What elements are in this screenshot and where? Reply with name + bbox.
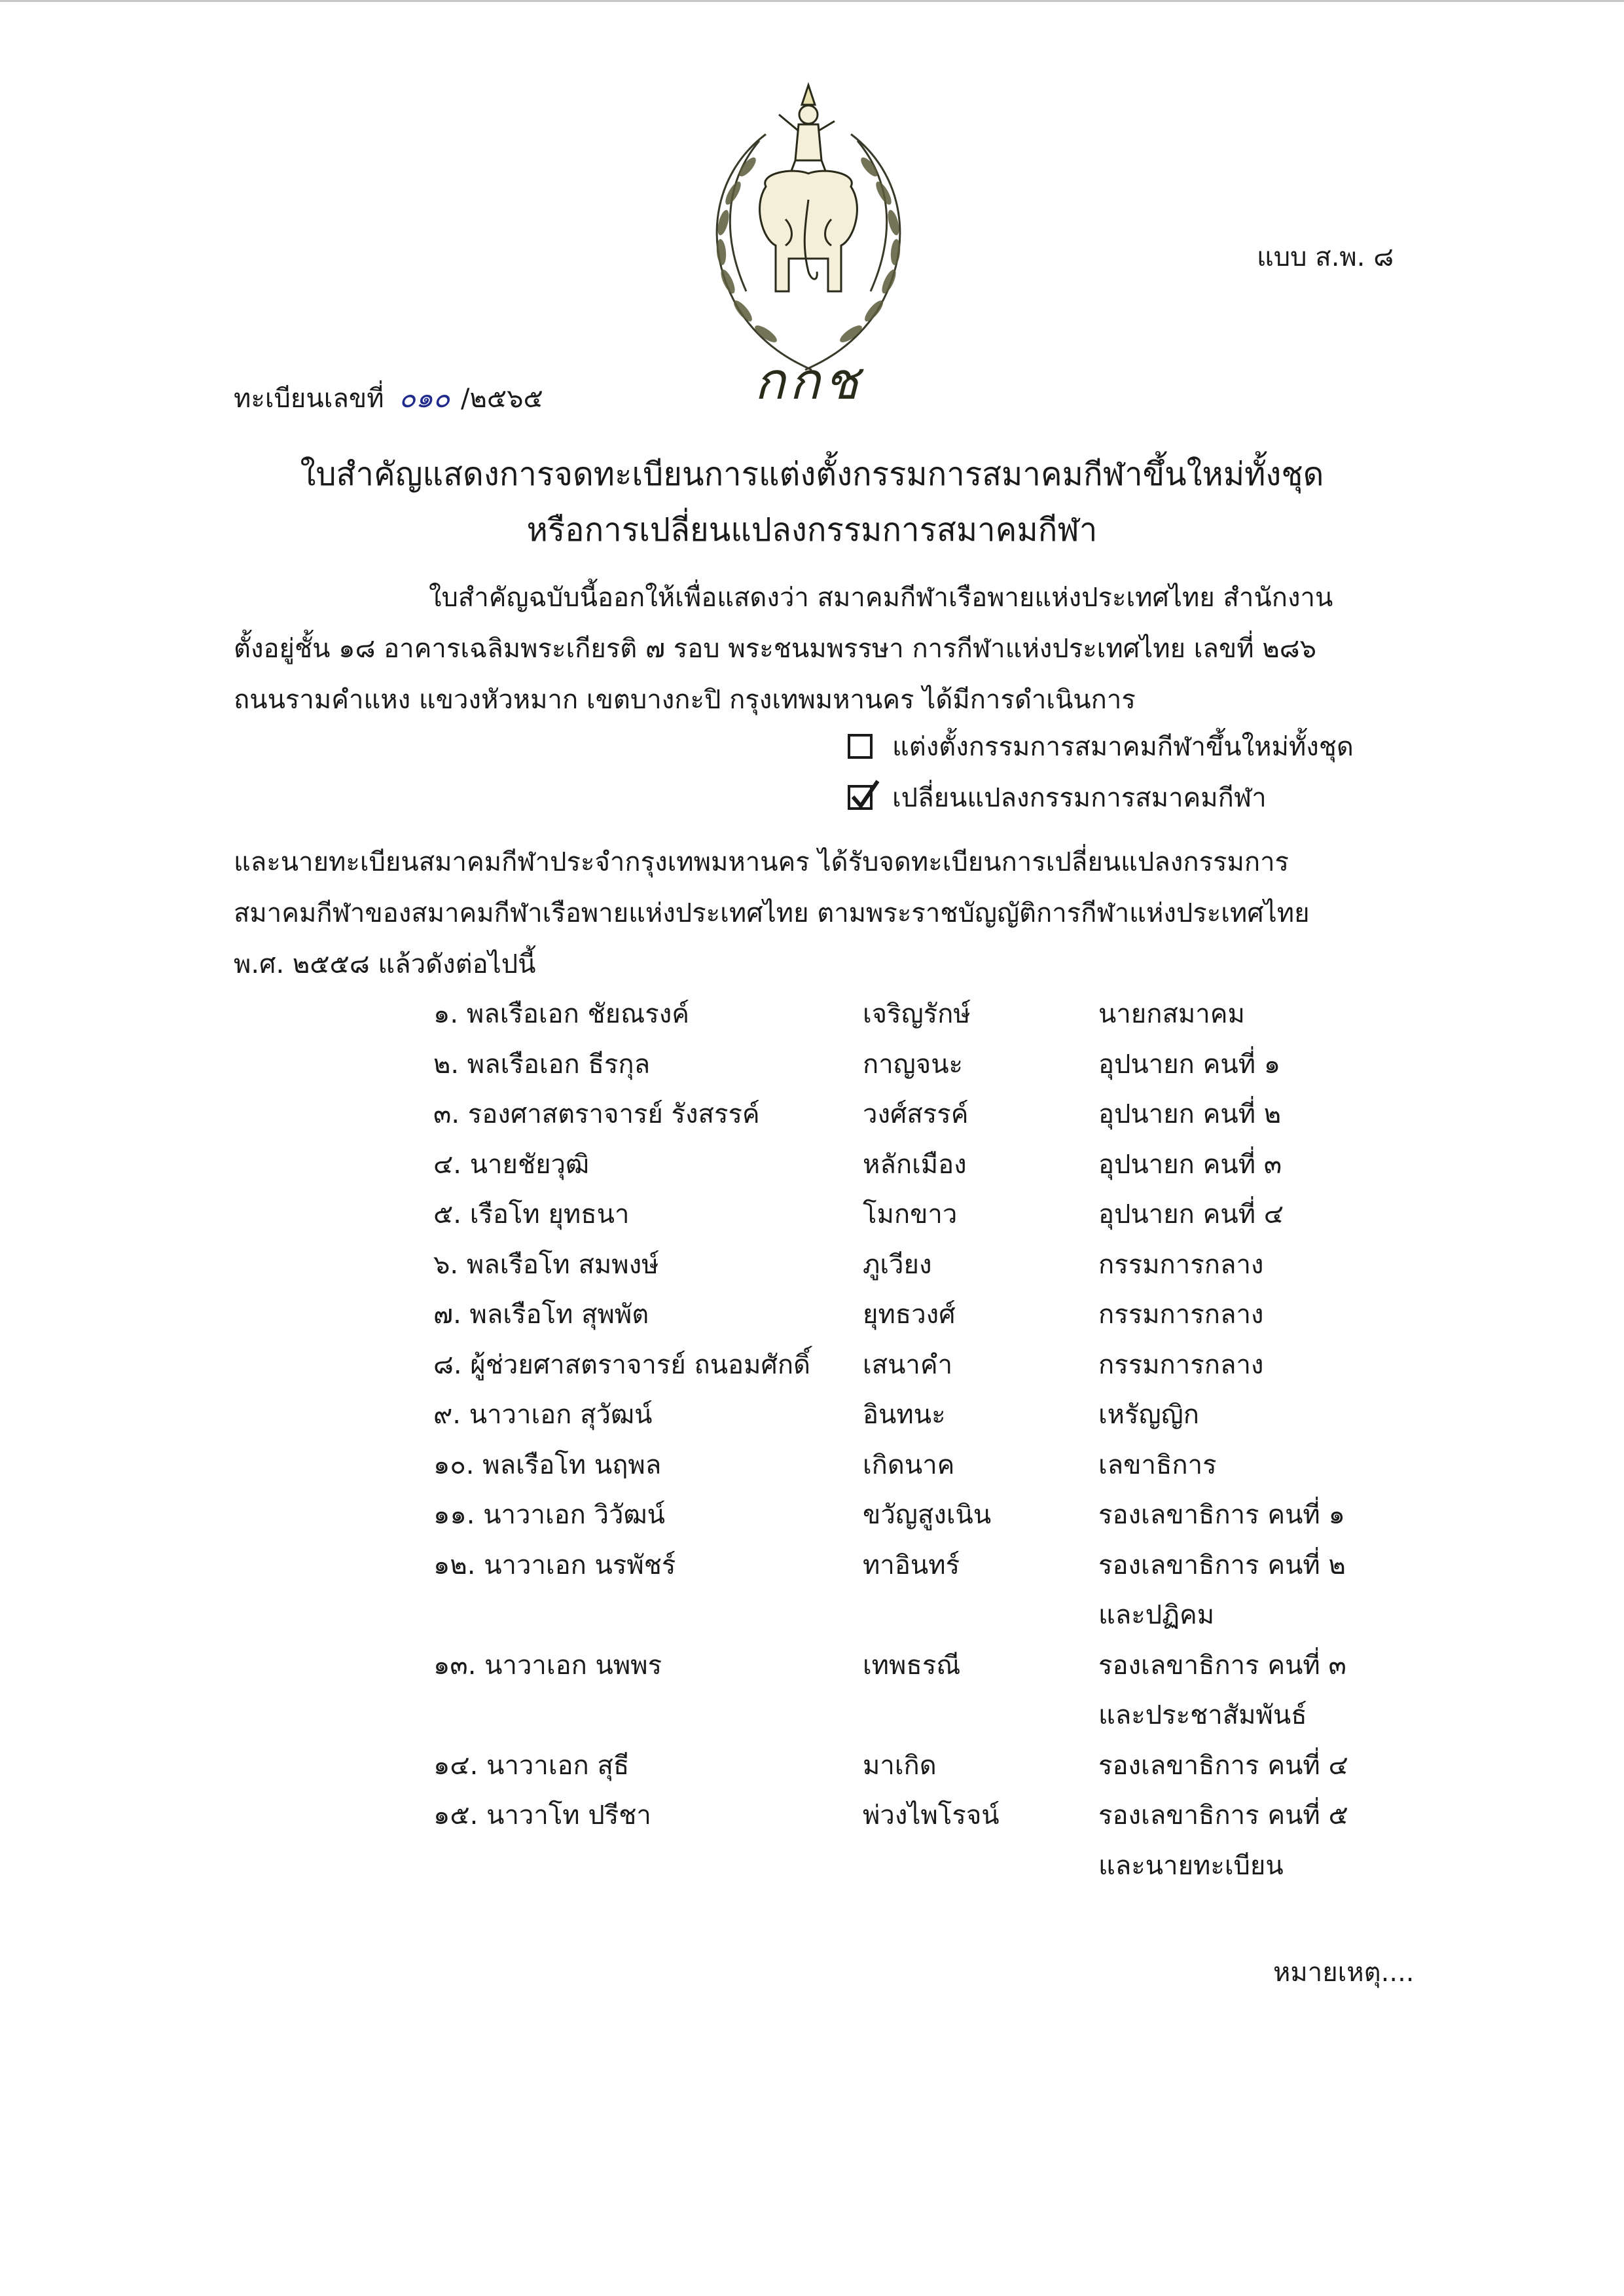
member-row (0, 1493, 1624, 1533)
member-surname: ขวัญสูงเนิน (863, 1500, 992, 1530)
member-surname: ภูเวียง (863, 1250, 932, 1280)
member-position: อุปนายก คนที่ ๔ (1098, 1199, 1284, 1230)
member-row (0, 1794, 1624, 1833)
member-surname: โมกขาว (863, 1199, 958, 1230)
member-position: รองเลขาธิการ คนที่ ๓ (1098, 1650, 1346, 1681)
unchecked-box-icon (848, 734, 873, 759)
member-surname: พ่วงไพโรจน์ (863, 1800, 1000, 1831)
member-surname: มาเกิด (863, 1751, 937, 1781)
member-position: รองเลขาธิการ คนที่ ๑ (1098, 1500, 1345, 1530)
top-border-line (0, 0, 1624, 2)
member-position: กรรมการกลาง (1098, 1350, 1264, 1380)
member-row (0, 1093, 1624, 1132)
member-row (0, 1243, 1624, 1283)
statement-line-3: พ.ศ. ๒๕๕๘ แล้วดังต่อไปนี้ (234, 949, 536, 979)
member-surname: ทาอินทร์ (863, 1550, 960, 1580)
document-title-line-1: ใบสำคัญแสดงการจดทะเบียนการแต่งตั้งกรรมการสมาคมกีฬาขึ้นใหม่ทั้งชุด (300, 456, 1324, 493)
registration-label: ทะเบียนเลขที่ (234, 384, 384, 414)
member-row (0, 1343, 1624, 1383)
member-row (0, 993, 1624, 1032)
member-row (0, 1844, 1624, 1884)
emblem-lettering: กกช (754, 352, 863, 411)
member-name: ๔. นายชัยวุฒิ (433, 1150, 590, 1180)
member-surname: เทพธรณี (863, 1650, 961, 1681)
member-name: ๑๔. นาวาเอก สุธี (433, 1751, 630, 1781)
member-row (0, 1293, 1624, 1332)
member-name: ๑๑. นาวาเอก วิวัฒน์ (433, 1500, 665, 1530)
member-position: รองเลขาธิการ คนที่ ๔ (1098, 1751, 1348, 1781)
member-position: และนายทะเบียน (1098, 1851, 1284, 1881)
member-surname: ยุทธวงศ์ (863, 1300, 956, 1330)
member-row (0, 1043, 1624, 1082)
checked-box-icon (848, 785, 873, 810)
member-name: ๒. พลเรือเอก ธีรกุล (433, 1049, 651, 1080)
statement-line-2: สมาคมกีฬาของสมาคมกีฬาเรือพายแห่งประเทศไทย ตามพระราชบัญญัติการกีฬาแห่งประเทศไทย (234, 898, 1310, 928)
member-position: รองเลขาธิการ คนที่ ๕ (1098, 1800, 1348, 1831)
registration-year: /๒๕๖๕ (460, 384, 543, 414)
form-code: แบบ ส.พ. ๘ (1257, 242, 1394, 272)
member-name: ๑๐. พลเรือโท นฤพล (433, 1450, 662, 1480)
member-row (0, 1694, 1624, 1733)
member-position: และปฏิคม (1098, 1600, 1215, 1630)
member-surname: เกิดนาค (863, 1450, 955, 1480)
document-title-line-2: หรือการเปลี่ยนแปลงกรรมการสมาคมกีฬา (526, 511, 1098, 549)
intro-line-1: ใบสำคัญฉบับนี้ออกให้เพื่อแสดงว่า สมาคมกีฬาเรือพายแห่งประเทศไทย สำนักงาน (429, 583, 1333, 613)
member-position: เหรัญญิก (1098, 1400, 1199, 1430)
member-position: กรรมการกลาง (1098, 1300, 1264, 1330)
sports-authority-emblem (687, 75, 929, 411)
member-position: อุปนายก คนที่ ๑ (1098, 1049, 1281, 1080)
checkmark-icon (849, 778, 880, 812)
option-change-board (848, 776, 1267, 818)
member-name: ๖. พลเรือโท สมพงษ์ (433, 1250, 659, 1280)
member-position: อุปนายก คนที่ ๓ (1098, 1150, 1282, 1180)
member-name: ๗. พลเรือโท สุพพัต (433, 1300, 649, 1330)
member-name: ๓. รองศาสตราจารย์ รังสรรค์ (433, 1099, 760, 1129)
member-row (0, 1544, 1624, 1583)
member-surname: อินทนะ (863, 1400, 946, 1430)
member-position: กรรมการกลาง (1098, 1250, 1264, 1280)
member-row (0, 1193, 1624, 1232)
member-position: รองเลขาธิการ คนที่ ๒ (1098, 1550, 1346, 1580)
member-position: และประชาสัมพันธ์ (1098, 1700, 1307, 1730)
footer-note: หมายเหตุ.... (1273, 1958, 1415, 1988)
member-name: ๑๓. นาวาเอก นพพร (433, 1650, 662, 1681)
member-row (0, 1444, 1624, 1483)
member-row (0, 1393, 1624, 1432)
member-name: ๑. พลเรือเอก ชัยณรงค์ (433, 999, 689, 1029)
member-row (0, 1143, 1624, 1182)
member-surname: กาญจนะ (863, 1049, 964, 1080)
option-label: แต่งตั้งกรรมการสมาคมกีฬาขึ้นใหม่ทั้งชุด (892, 732, 1354, 762)
statement-line-1: และนายทะเบียนสมาคมกีฬาประจำกรุงเทพมหานคร ได้รับจดทะเบียนการเปลี่ยนแปลงกรรมการ (234, 847, 1290, 877)
member-surname: เจริญรักษ์ (863, 999, 971, 1029)
option-label: เปลี่ยนแปลงกรรมการสมาคมกีฬา (892, 783, 1267, 813)
member-position: เลขาธิการ (1098, 1450, 1217, 1480)
member-name: ๑๒. นาวาเอก นรพัชร์ (433, 1550, 676, 1580)
member-row (0, 1644, 1624, 1683)
option-appoint-new-board (848, 725, 1354, 767)
registration-line (234, 376, 543, 420)
member-name: ๑๕. นาวาโท ปรีชา (433, 1800, 651, 1831)
member-row (0, 1744, 1624, 1783)
member-surname: หลักเมือง (863, 1150, 967, 1180)
member-name: ๕. เรือโท ยุทธนา (433, 1199, 630, 1230)
member-name: ๘. ผู้ช่วยศาสตราจารย์ ถนอมศักดิ์ (433, 1350, 811, 1380)
member-name: ๙. นาวาเอก สุวัฒน์ (433, 1400, 653, 1430)
member-surname: เสนาคำ (863, 1350, 953, 1380)
intro-line-3: ถนนรามคำแหง แขวงหัวหมาก เขตบางกะปิ กรุงเทพมหานคร ได้มีการดำเนินการ (234, 685, 1136, 715)
member-position: นายกสมาคม (1098, 999, 1245, 1029)
intro-line-2: ตั้งอยู่ชั้น ๑๘ อาคารเฉลิมพระเกียรติ ๗ รอบ พระชนมพรรษา การกีฬาแห่งประเทศไทย เลขที่ ๒๘๖ (234, 634, 1316, 664)
member-position: อุปนายก คนที่ ๒ (1098, 1099, 1282, 1129)
registration-number: ๐๑๐ (399, 382, 450, 414)
member-surname: วงศ์สรรค์ (863, 1099, 969, 1129)
member-row (0, 1594, 1624, 1633)
